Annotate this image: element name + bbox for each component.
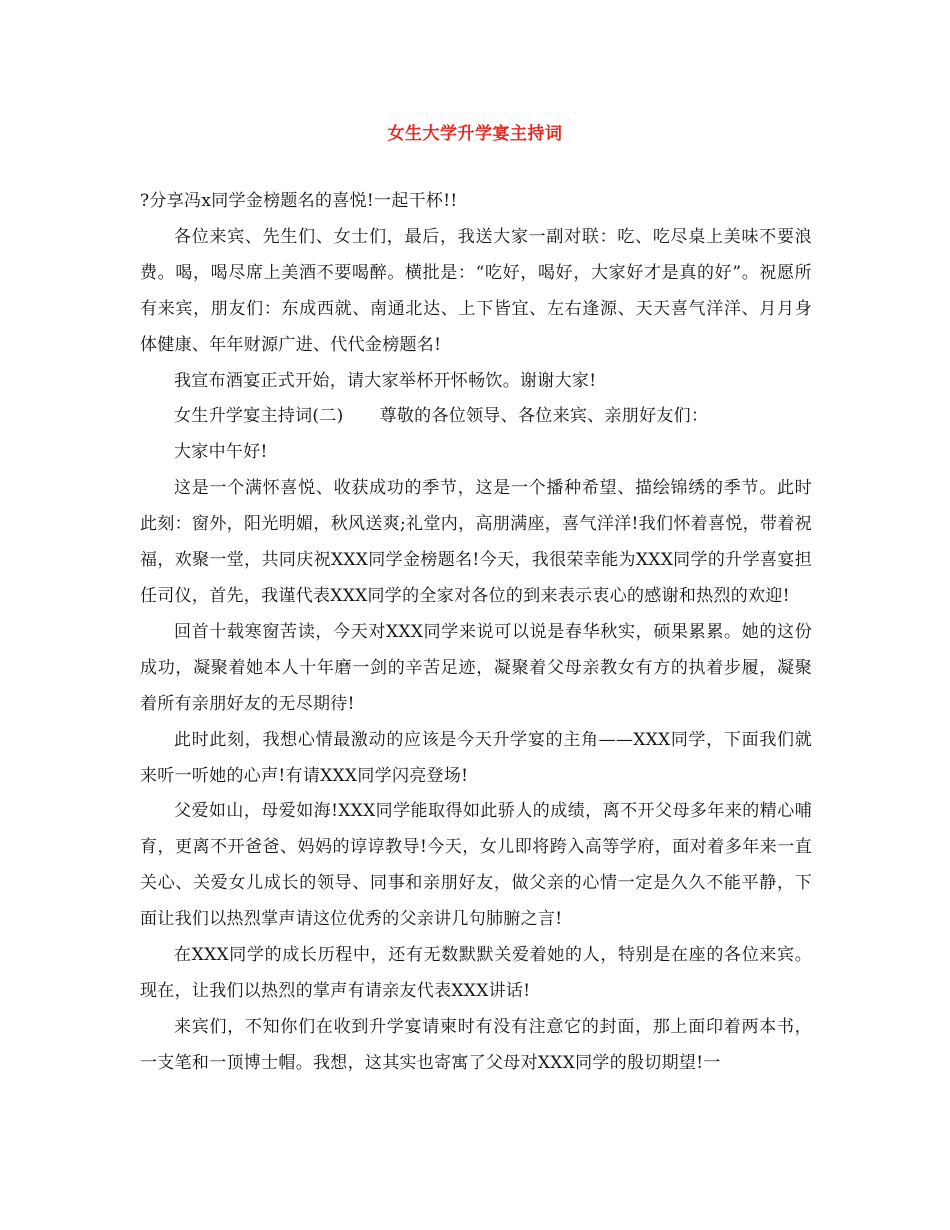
paragraph-3: 我宣布酒宴正式开始，请大家举杯开怀畅饮。谢谢大家! <box>174 370 597 391</box>
paragraph-9: 在XXX同学的成长历程中，还有无数默默关爱着她的人，特别是在座的各位来宾。现在，让我们以热烈的掌声有请亲友代表XXX讲话! <box>140 945 812 1001</box>
paragraph-8: 父爱如山，母爱如海!XXX同学能取得如此骄人的成绩，离不开父母多年来的精心哺育，更离不开爸爸、妈妈的谆谆教导!今天，女儿即将跨入高等学府，面对着多年来一直关心、关爱女儿成长的领导、同事和亲朋好友，做父亲的心情一定是久久不能平静，下面让我们以热烈掌声请这位优秀的父亲讲几句肺腑之言! <box>140 801 812 930</box>
document-title: 女生大学升学宴主持词 <box>387 124 563 144</box>
section-heading: 女生升学宴主持词(二) <box>174 406 344 427</box>
document-body <box>140 184 812 1082</box>
paragraph-6: 回首十载寒窗苦读，今天对XXX同学来说可以说是春华秋实，硕果累累。她的这份成功，凝聚着她本人十年磨一剑的辛苦足迹，凝聚着父母亲教女有方的执着步履，凝聚着所有亲朋好友的无尽期待! <box>140 621 812 714</box>
section-heading-line <box>140 399 812 435</box>
paragraph-2: 各位来宾、先生们、女士们，最后，我送大家一副对联：吃、吃尽桌上美味不要浪费。喝，喝尽席上美酒不要喝醉。横批是：“吃好，喝好，大家好才是真的好”。祝愿所有来宾，朋友们：东成西就、南通北达、上下皆宜、左右逢源、天天喜气洋洋、月月身体健康、年年财源广进、代代金榜题名! <box>140 226 812 355</box>
paragraph-4: 大家中午好! <box>174 442 268 463</box>
paragraph-7: 此时此刻，我想心情最激动的应该是今天升学宴的主角——XXX同学，下面我们就来听一听她的心声!有请XXX同学闪亮登场! <box>140 729 812 786</box>
section-greeting: 尊敬的各位领导、各位来宾、亲朋好友们： <box>379 406 709 427</box>
paragraph-5: 这是一个满怀喜悦、收获成功的季节，这是一个播种希望、描绘锦绣的季节。此时此刻：窗外，阳光明媚，秋风送爽;礼堂内，高朋满座，喜气洋洋!我们怀着喜悦，带着祝福，欢聚一堂，共同庆祝XXX同学金榜题名!今天，我很荣幸能为XXX同学的升学喜宴担任司仪，首先，我谨代表XXX同学的全家对各位的到来表示衷心的感谢和热烈的欢迎! <box>140 478 812 606</box>
paragraph-1: ?分享冯x同学金榜题名的喜悦!一起干杯!! <box>140 191 458 211</box>
paragraph-10: 来宾们，不知你们在收到升学宴请柬时有没有注意它的封面，那上面印着两本书，一支笔和一顶博士帽。我想，这其实也寄寓了父母对XXX同学的殷切期望!一 <box>140 1016 812 1073</box>
